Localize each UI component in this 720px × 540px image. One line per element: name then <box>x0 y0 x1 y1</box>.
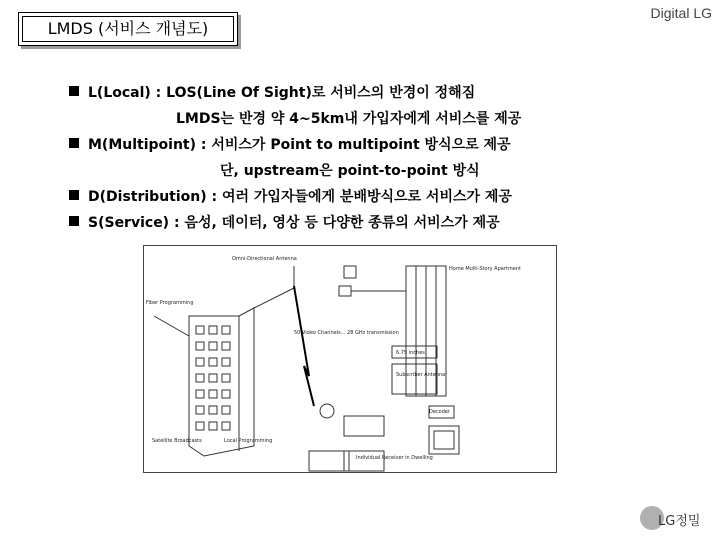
brand-label: Digital LG <box>650 5 712 21</box>
bullet-text: L(Local) : LOS(Line Of Sight)로 서비스의 반경이 정해짐 <box>88 85 476 101</box>
bullet-text: D(Distribution) : 여러 가입자들에게 분배방식으로 서비스가 제공 <box>88 189 512 205</box>
bullet-text: M(Multipoint) : 서비스가 Point to multipoint 방식으로 제공 <box>88 137 511 153</box>
dwelling-house <box>309 451 349 471</box>
continuation-line <box>68 108 708 134</box>
bullet-line <box>68 82 708 108</box>
bullet-list <box>68 82 708 238</box>
channels-label: 50 Video Channels... 28 GHz transmission <box>294 330 399 336</box>
bullet-square-icon <box>69 216 79 226</box>
dwelling-house <box>344 416 384 436</box>
satellite-label: Satellite Broadcasts <box>152 438 202 444</box>
decoder-label: Decoder <box>429 409 451 415</box>
bullet-text: 단, upstream은 point-to-point 방식 <box>220 163 480 179</box>
fiber-label: Fiber Programming <box>146 300 194 306</box>
continuation-line <box>68 160 708 186</box>
bullet-square-icon <box>69 138 79 148</box>
receiver-label: Individual Receiver in Dwelling <box>356 455 433 461</box>
dwelling-house <box>344 451 384 471</box>
bullet-line <box>68 212 708 238</box>
home-label: Home Multi-Story Apartment <box>449 266 521 272</box>
subscriber-label: Subscriber Antenna <box>396 372 446 378</box>
omni-label: Omni-Directional Antenna <box>232 256 297 262</box>
bullet-square-icon <box>69 86 79 96</box>
bullet-square-icon <box>69 190 79 200</box>
local-label: Local Programming <box>224 438 273 444</box>
title-box <box>18 12 238 46</box>
transmission-beam <box>294 286 314 406</box>
lmds-service-diagram <box>143 245 557 473</box>
tower-antenna-mast <box>254 288 294 308</box>
tower-windows <box>196 326 230 430</box>
rooftop-antenna <box>339 286 351 296</box>
lg-logo <box>632 506 712 532</box>
diagram-svg <box>144 246 556 472</box>
fiber-line <box>154 316 189 336</box>
bullet-text: S(Service) : 음성, 데이터, 영상 등 다양한 종류의 서비스가 제공 <box>88 215 500 231</box>
bullet-text: LMDS는 반경 약 4~5km내 가입자에게 서비스를 제공 <box>176 111 522 127</box>
subscriber-box <box>392 364 437 394</box>
bullet-line <box>68 134 708 160</box>
page-title: LMDS (서비스 개념도) <box>47 19 209 38</box>
rooftop-antenna <box>344 266 356 278</box>
logo-text: LG정밀 <box>658 514 701 529</box>
size-label: 6.75 inches <box>396 350 425 356</box>
bullet-line <box>68 186 708 212</box>
subscriber-point <box>320 404 334 418</box>
